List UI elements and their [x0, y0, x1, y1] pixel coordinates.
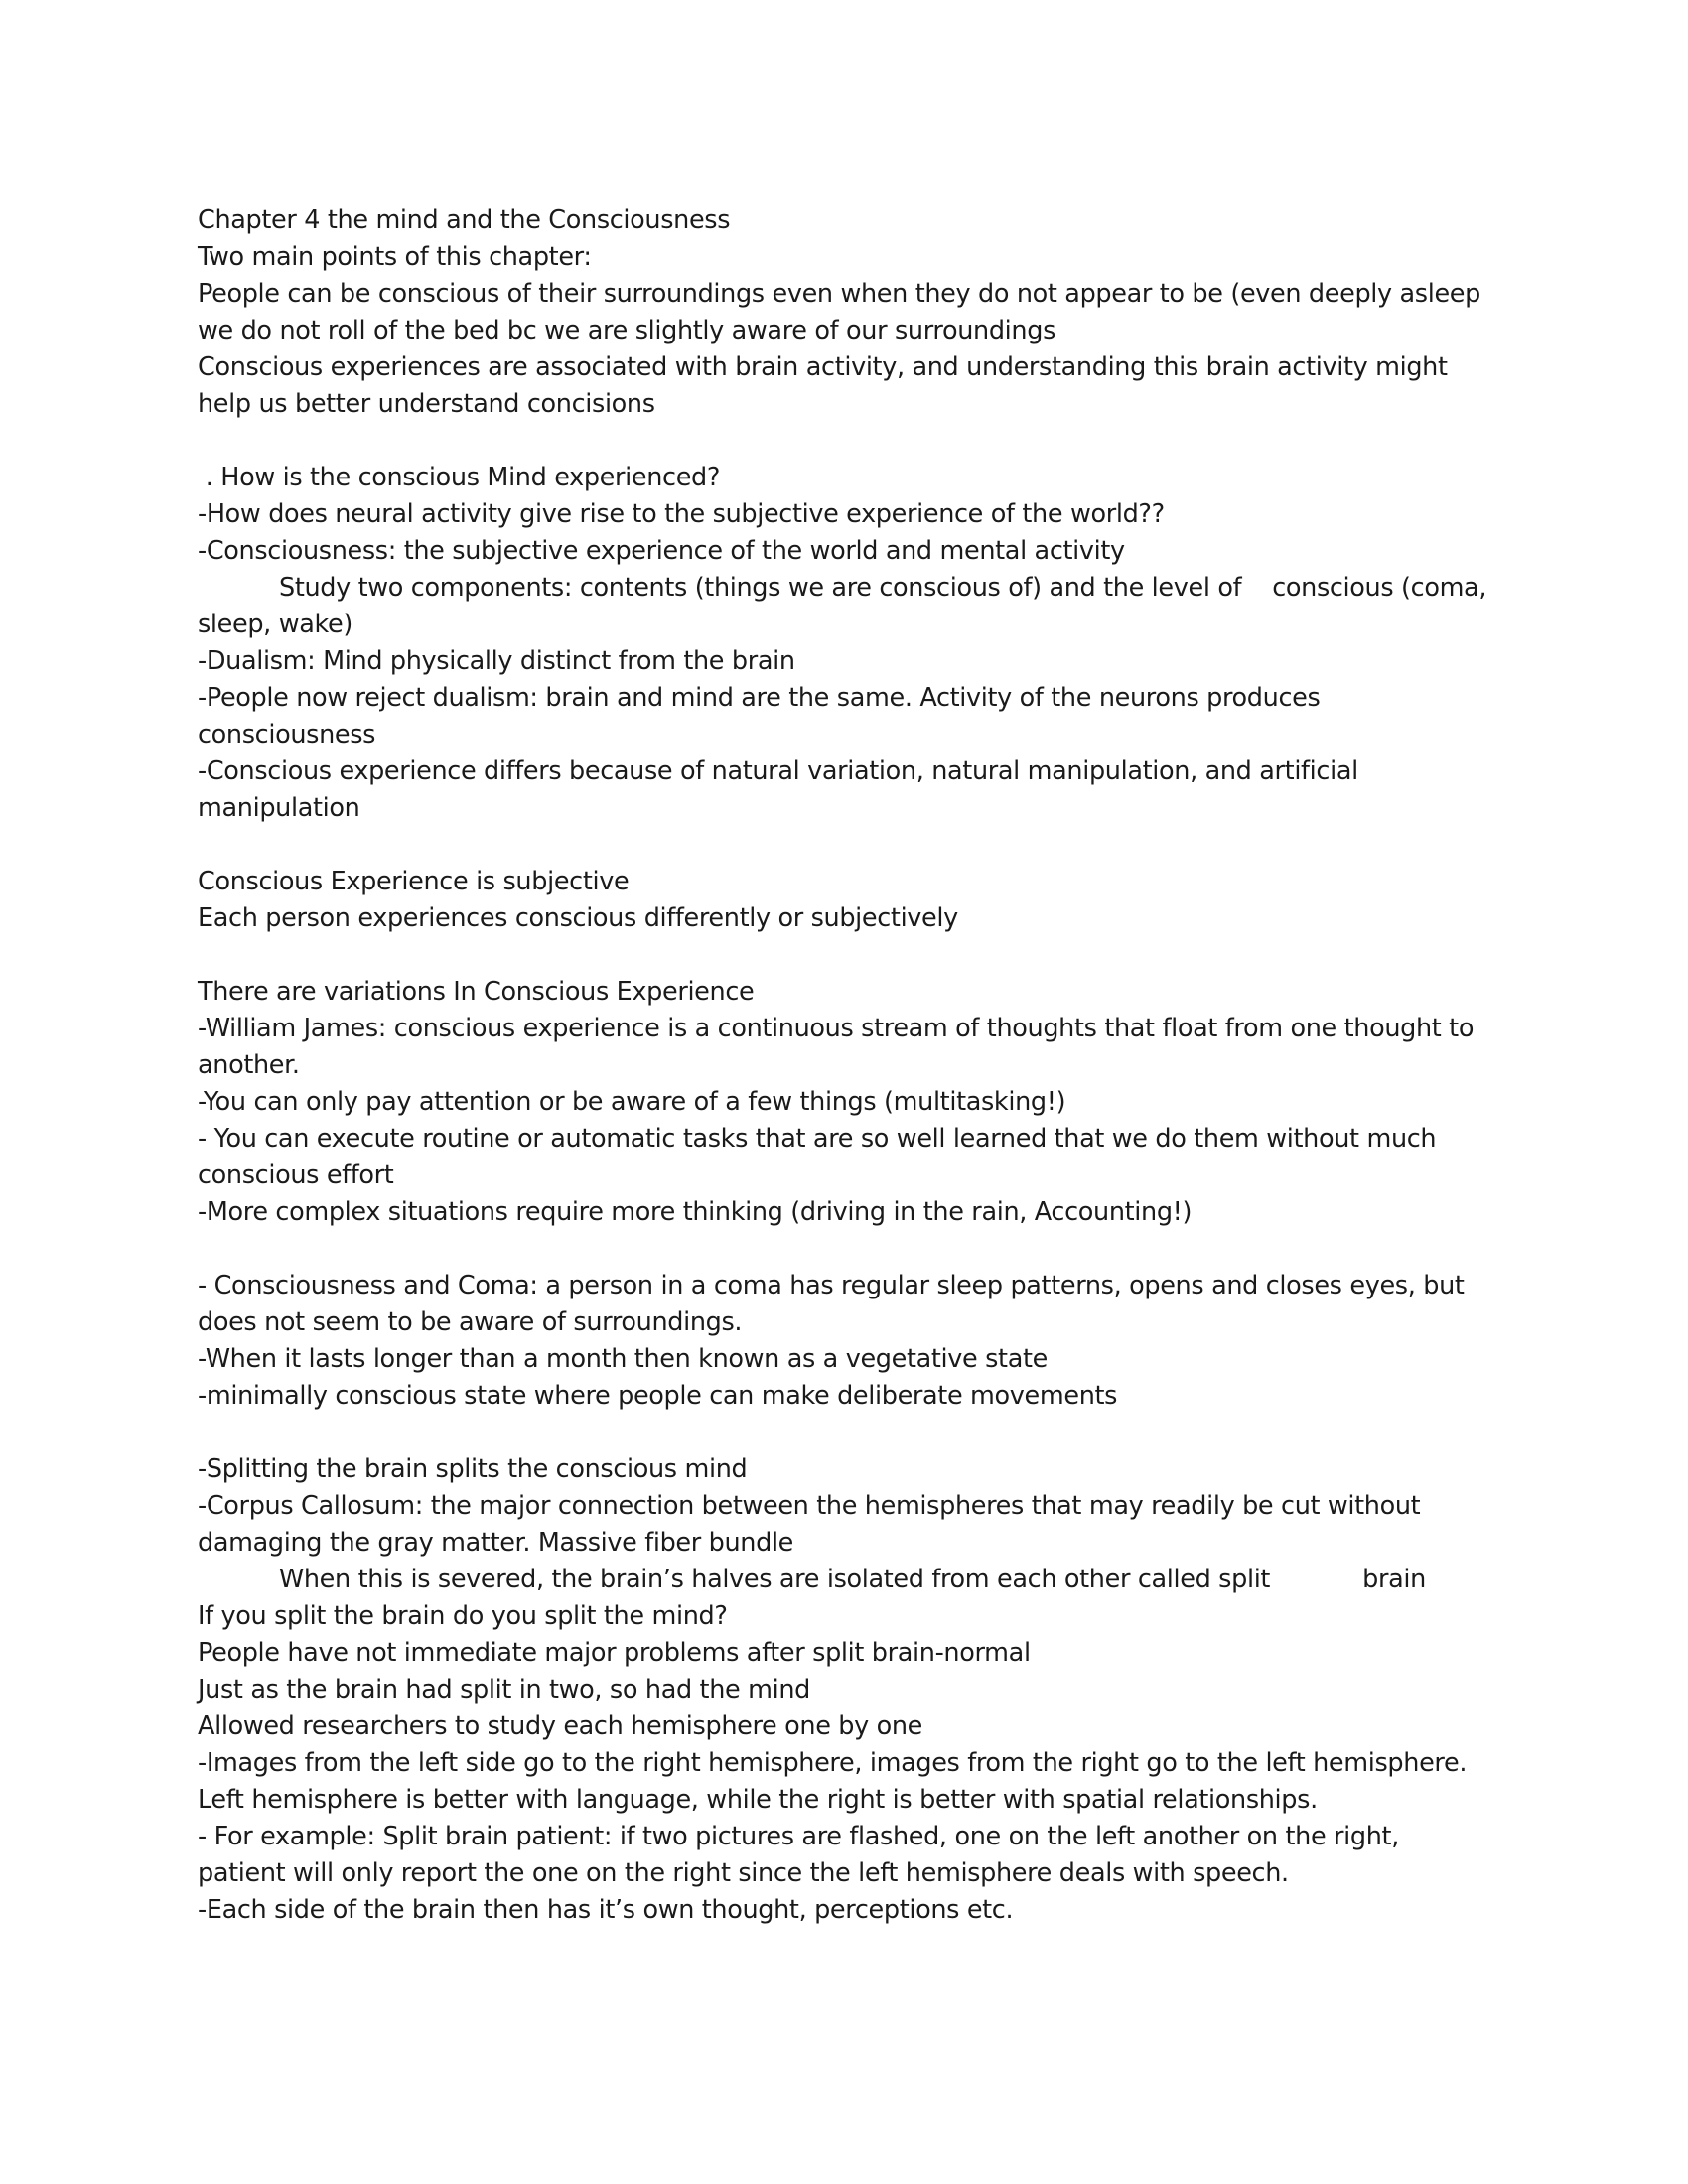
text-line: -Corpus Callosum: the major connection between the hemispheres that may readily be cut without	[198, 1491, 1421, 1521]
text-line: -Dualism: Mind physically distinct from the brain	[198, 646, 795, 676]
section-heading: There are variations In Conscious Experience	[198, 977, 755, 1007]
text-line: -Consciousness: the subjective experience of the world and mental activity	[198, 536, 1125, 566]
text-line: -Images from the left side go to the right hemisphere, images from the right go to the left hemisphere.	[198, 1748, 1468, 1778]
text-line: - You can execute routine or automatic tasks that are so well learned that we do them without much	[198, 1124, 1437, 1154]
text-line: -When it lasts longer than a month then known as a vegetative state	[198, 1344, 1048, 1374]
text-line: Just as the brain had split in two, so had the mind	[198, 1675, 810, 1705]
text-line: Conscious experiences are associated with brain activity, and understanding this brain activity might	[198, 352, 1448, 382]
text-line: -Splitting the brain splits the conscious mind	[198, 1454, 748, 1484]
text-line: - For example: Split brain patient: if two pictures are flashed, one on the left another on the right,	[198, 1822, 1399, 1851]
text-line: manipulation	[198, 793, 360, 823]
chapter-title: Chapter 4 the mind and the Consciousness	[198, 205, 731, 235]
text-line: sleep, wake)	[198, 610, 352, 639]
blank-line	[198, 827, 1488, 864]
text-line: Each person experiences conscious differently or subjectively	[198, 903, 958, 933]
section-heading: Conscious Experience is subjective	[198, 867, 630, 896]
text-line: -More complex situations require more thinking (driving in the rain, Accounting!)	[198, 1197, 1193, 1227]
text-line: consciousness	[198, 720, 376, 750]
blank-line	[198, 937, 1488, 974]
text-line: help us better understand concisions	[198, 389, 655, 419]
text-line: -minimally conscious state where people can make deliberate movements	[198, 1381, 1118, 1411]
blank-line	[198, 1231, 1488, 1268]
text-line: -How does neural activity give rise to the subjective experience of the world??	[198, 499, 1165, 529]
text-line: - Consciousness and Coma: a person in a coma has regular sleep patterns, opens and closes eyes, but	[198, 1271, 1465, 1300]
text-line: People have not immediate major problems after split brain-normal	[198, 1638, 1031, 1668]
text-line: Allowed researchers to study each hemisphere one by one	[198, 1711, 923, 1741]
text-line-indented: Study two components: contents (things we are conscious of) and the level of conscious (coma,	[279, 573, 1487, 603]
text-line-indented: When this is severed, the brain’s halves are isolated from each other called split brain	[279, 1565, 1426, 1594]
text-line: -Each side of the brain then has it’s own thought, perceptions etc.	[198, 1895, 1014, 1925]
section-heading: . How is the conscious Mind experienced?	[198, 463, 721, 492]
text-line: another.	[198, 1050, 300, 1080]
text-line: damaging the gray matter. Massive fiber bundle	[198, 1528, 794, 1558]
text-line: -You can only pay attention or be aware of a few things (multitasking!)	[198, 1087, 1066, 1117]
notes-body	[198, 203, 1488, 1929]
text-line: does not seem to be aware of surroundings.	[198, 1307, 743, 1337]
blank-line	[198, 423, 1488, 460]
text-line: patient will only report the one on the right since the left hemisphere deals with speech.	[198, 1858, 1289, 1888]
text-line: Left hemisphere is better with language, while the right is better with spatial relationships.	[198, 1785, 1318, 1815]
text-line: People can be conscious of their surroundings even when they do not appear to be (even deeply asleep	[198, 279, 1480, 309]
blank-line	[198, 1415, 1488, 1451]
text-line: -Conscious experience differs because of natural variation, natural manipulation, and artificial	[198, 756, 1358, 786]
text-line: If you split the brain do you split the mind?	[198, 1601, 728, 1631]
text-line: -People now reject dualism: brain and mind are the same. Activity of the neurons produces	[198, 683, 1321, 713]
text-line: conscious effort	[198, 1160, 394, 1190]
text-line: -William James: conscious experience is a continuous stream of thoughts that float from one thought to	[198, 1014, 1475, 1043]
text-line: Two main points of this chapter:	[198, 242, 592, 272]
text-line: we do not roll of the bed bc we are slightly aware of our surroundings	[198, 316, 1056, 345]
